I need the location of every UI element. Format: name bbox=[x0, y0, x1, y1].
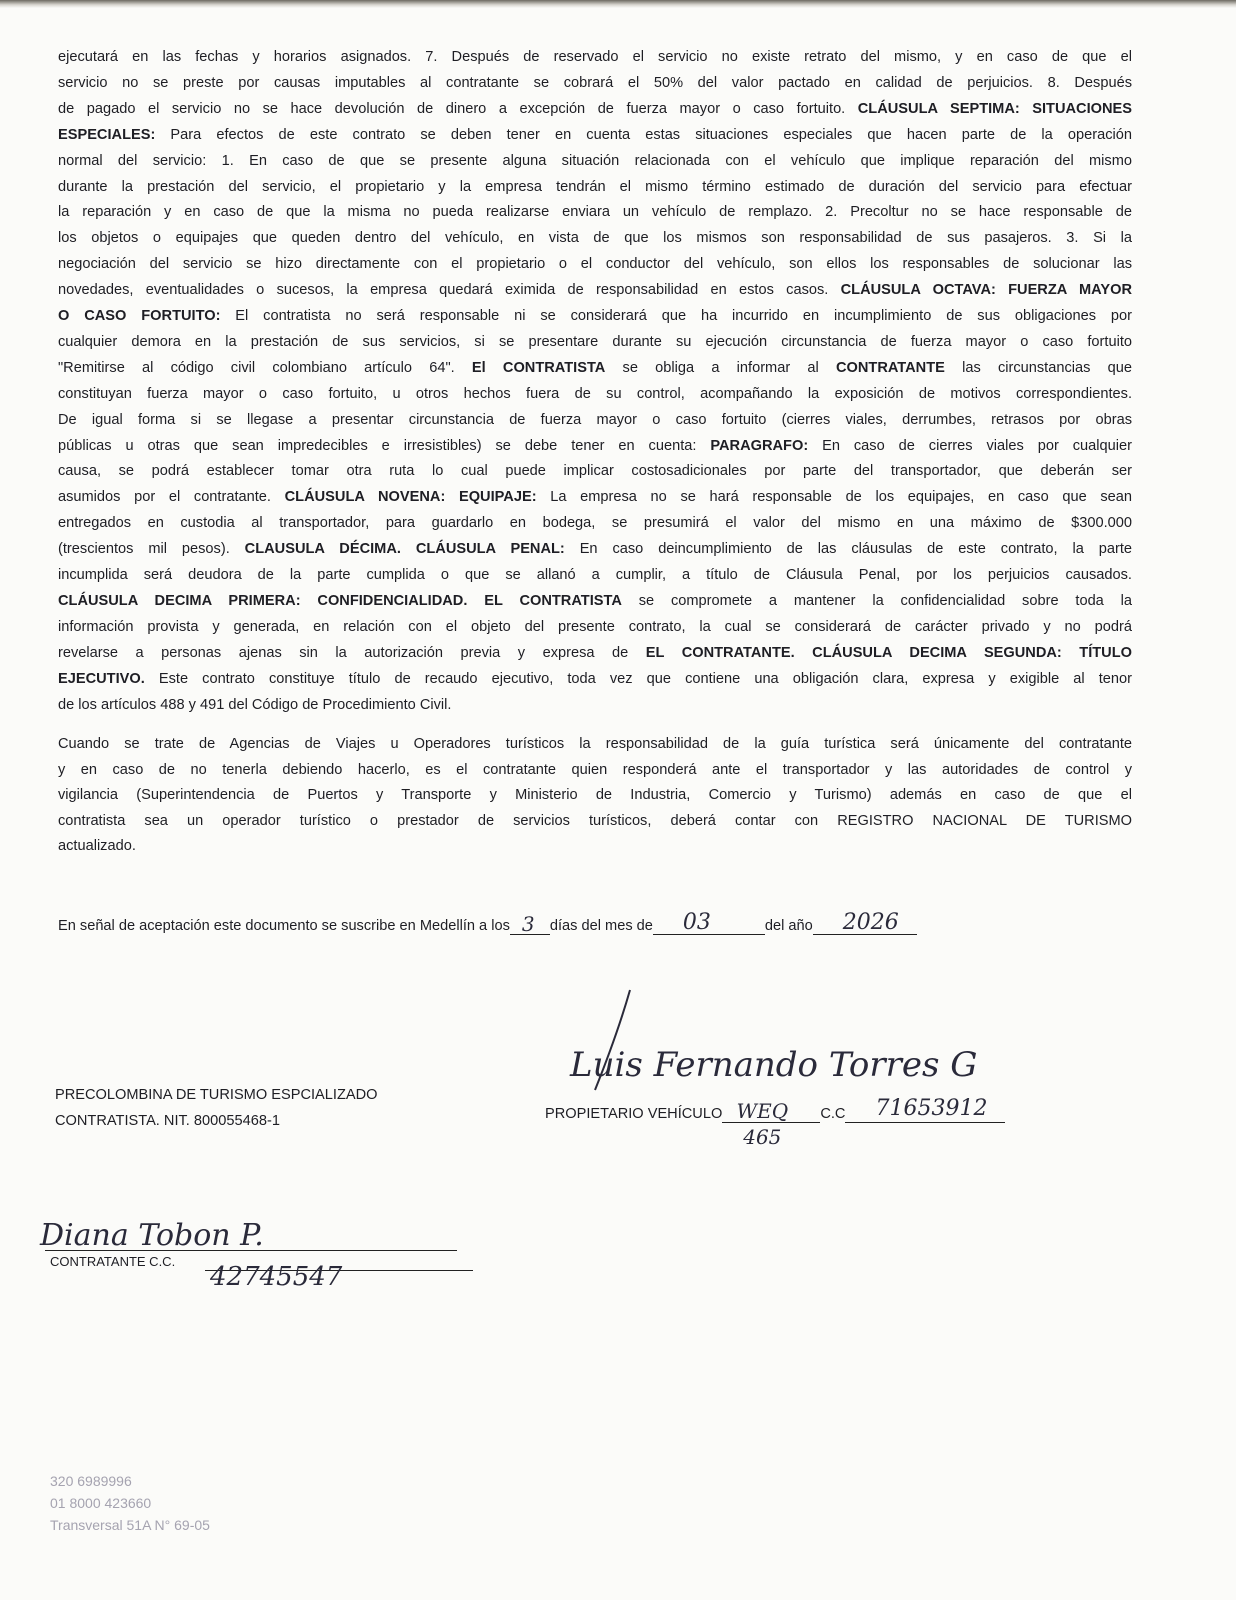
text-line bbox=[58, 644, 1132, 662]
text-line bbox=[58, 761, 1132, 779]
clause-heading: CLÁUSULA OCTAVA: FUERZA MAYOR bbox=[840, 282, 1133, 299]
clause-text: públicas u otras que sean impredecibles e irresistibles) se debe tener en cuenta: bbox=[58, 437, 711, 454]
text-line bbox=[58, 540, 1132, 558]
contratante-cc: 42745547 bbox=[210, 1262, 343, 1292]
propietario-block bbox=[545, 1096, 1005, 1149]
clause-text: Este contrato constituye título de recaudo ejecutivo, toda vez que contiene una obligación clara, expresa y exigible al tenor bbox=[144, 670, 1132, 687]
month-label: días del mes de bbox=[549, 918, 653, 934]
cc-label: C.C bbox=[820, 1106, 846, 1122]
text-line bbox=[58, 281, 1132, 299]
signature-flourish bbox=[590, 985, 650, 1095]
clause-heading: CONTRATANTE bbox=[835, 359, 945, 376]
clause-text: normal del servicio: 1. En caso de que se presente alguna situación relacionada con el vehículo que implique reparación del mismo bbox=[58, 152, 1132, 169]
clause-text: cualquier demora en la prestación de sus servicios, si se presentare durante su ejecución circunstancia de fuerza mayor o caso fortuito bbox=[58, 333, 1132, 350]
footer-phone: 320 6989996 bbox=[50, 1473, 132, 1489]
text-line bbox=[58, 437, 1132, 455]
text-line bbox=[58, 333, 1132, 351]
text-line bbox=[58, 837, 1132, 855]
clause-text: revelarse a personas ajenas sin la autorización previa y expresa de bbox=[58, 644, 646, 661]
clause-text: y en caso de no tenerla debiendo hacerlo, es el contratante quien responderá ante el transportador y las autoridades de control y bbox=[58, 761, 1132, 778]
clause-text: de pagado el servicio no se hace devolución de dinero a excepción de fuerza mayor o caso fortuito. bbox=[58, 100, 858, 117]
text-line bbox=[58, 48, 1132, 66]
clause-heading: EJECUTIVO. bbox=[58, 670, 145, 687]
clause-text: La empresa no se hará responsable de los equipajes, en caso que sean bbox=[536, 489, 1133, 506]
clause-heading: PARAGRAFO: bbox=[710, 437, 809, 454]
day-value: 3 bbox=[521, 912, 535, 936]
text-line bbox=[58, 462, 1132, 480]
clause-text: En caso deincumplimiento de las cláusulas de este contrato, la parte bbox=[564, 541, 1132, 558]
clause-text: incumplida será deudora de la parte cumplida o que se allanó a cumplir, a título de Cláusula Penal, por los perjuicios causados. bbox=[58, 567, 1132, 583]
clause-text: las circunstancias que bbox=[944, 359, 1132, 376]
text-line bbox=[58, 735, 1132, 753]
clause-text: vigilancia (Superintendencia de Puertos y Transporte y Ministerio de Industria, Comercio y Turismo) además en caso de que el bbox=[58, 787, 1132, 803]
clause-heading: CLAUSULA DÉCIMA. CLÁUSULA PENAL: bbox=[244, 541, 565, 558]
year-label: del año bbox=[764, 918, 813, 934]
clause-heading: CLÁUSULA NOVENA: EQUIPAJE: bbox=[284, 489, 537, 506]
clause-text: novedades, eventualidades o sucesos, la empresa quedará eximida de responsabilidad en estos casos. bbox=[58, 282, 841, 299]
footer-address: Transversal 51A N° 69-05 bbox=[50, 1517, 210, 1533]
clause-text: De igual forma si se llegase a presentar circunstancia de fuerza mayor o caso fortuito (cierres viales, derrumbes, retrasos por obras bbox=[58, 411, 1132, 428]
clause-text: causa, se podrá establecer tomar otra ruta lo cual puede implicar costosadicionales por parte del transportador, que deberán ser bbox=[58, 463, 1132, 480]
text-line bbox=[58, 100, 1132, 118]
clause-text: entregados en custodia al transportador, para guardarlo en bodega, se presumirá el valor del mismo en una máximo de $300.000 bbox=[58, 515, 1132, 532]
contratante-block bbox=[50, 1254, 175, 1269]
acceptance-line bbox=[58, 910, 917, 936]
text-line bbox=[58, 488, 1132, 506]
text-line bbox=[58, 592, 1132, 610]
text-line bbox=[58, 178, 1132, 196]
clause-text: la reparación y en caso de que la misma no pueda realizarse enviara un vehículo de remplazo. 2. Precoltur no se hace responsable de bbox=[58, 204, 1132, 221]
clause-heading: EL CONTRATANTE. CLÁUSULA DECIMA SEGUNDA: TÍTULO bbox=[645, 644, 1132, 661]
text-line bbox=[58, 411, 1132, 429]
contratante-label: CONTRATANTE C.C. bbox=[50, 1254, 176, 1269]
contratista-name: PRECOLOMBINA DE TURISMO ESPCIALIZADO bbox=[55, 1087, 378, 1103]
text-line bbox=[58, 618, 1132, 636]
clause-heading: CLÁUSULA DECIMA PRIMERA: CONFIDENCIALIDAD. EL CONTRATISTA bbox=[58, 592, 622, 609]
text-line bbox=[58, 696, 1132, 714]
contratista-block bbox=[55, 1082, 377, 1134]
clause-heading: ESPECIALES: bbox=[58, 126, 156, 143]
text-line bbox=[58, 307, 1132, 325]
text-line bbox=[58, 229, 1132, 247]
footer-toll-free: 01 8000 423660 bbox=[50, 1495, 152, 1511]
clause-text: negociación del servicio se hizo directamente con el propietario o el conductor del vehículo, son ellos los responsables de solucionar las bbox=[58, 256, 1132, 273]
text-line bbox=[58, 670, 1132, 688]
clause-text: En caso de cierres viales por cualquier bbox=[808, 437, 1132, 454]
clause-text: constituyan fuerza mayor o caso fortuito, u otros hechos fuera de su control, acompañando la exposición de motivos correspondientes. bbox=[58, 385, 1132, 402]
text-line bbox=[58, 359, 1132, 377]
clause-text: actualizado. bbox=[58, 838, 136, 854]
day-field bbox=[510, 912, 550, 936]
text-line bbox=[58, 812, 1132, 830]
clause-text: de los artículos 488 y 491 del Código de Procedimiento Civil. bbox=[58, 696, 452, 713]
contratista-nit: CONTRATISTA. NIT. 800055468-1 bbox=[55, 1113, 280, 1129]
clause-text: se obliga a informar al bbox=[605, 359, 836, 376]
text-line bbox=[58, 385, 1132, 403]
scan-edge bbox=[0, 0, 1236, 8]
clause-text: "Remitirse al código civil colombiano artículo 64". bbox=[58, 359, 472, 376]
acceptance-text: En señal de aceptación este documento se suscribe en Medellín a los bbox=[58, 918, 510, 934]
propietario-label: PROPIETARIO VEHÍCULO bbox=[545, 1106, 723, 1122]
text-line bbox=[58, 126, 1132, 144]
text-line bbox=[58, 74, 1132, 92]
clause-text: asumidos por el contratante. bbox=[58, 489, 285, 506]
clause-text: El contratista no será responsable ni se considerará que ha incurrido en incumplimiento de sus obligaciones por bbox=[220, 308, 1132, 324]
clause-text: Para efectos de este contrato se deben tener en cuenta estas situaciones especiales que hacen parte de la operación bbox=[155, 126, 1132, 143]
clause-heading: O CASO FORTUITO: bbox=[58, 308, 221, 324]
year-value: 2026 bbox=[842, 910, 899, 935]
clause-text: información provista y generada, en relación con el objeto del presente contrato, la cual se considerará de carácter privado y no podrá bbox=[58, 618, 1132, 635]
clause-text: se compromete a mantener la confidencialidad sobre toda la bbox=[621, 592, 1132, 609]
clause-text: los objetos o equipajes que queden dentro del vehículo, en vista de que los mismos son responsabilidad de sus pasajeros. 3. Si la bbox=[58, 230, 1132, 247]
text-line bbox=[58, 786, 1132, 804]
clause-heading: CLÁUSULA SEPTIMA: SITUACIONES bbox=[857, 100, 1132, 117]
propietario-signature: Luis Fernando Torres G bbox=[570, 1045, 978, 1085]
clause-text: ejecutará en las fechas y horarios asignados. 7. Después de reservado el servicio no existe retrato del mismo, y en caso de que el bbox=[58, 49, 1132, 65]
year-field bbox=[813, 910, 917, 935]
propietario-cc: 71653912 bbox=[875, 1096, 988, 1121]
contratante-signature: Diana Tobon P. bbox=[40, 1218, 264, 1253]
clause-text: durante la prestación del servicio, el propietario y la empresa tendrán el mismo término estimado de duración del servicio para efectuar bbox=[58, 178, 1132, 195]
signature-line bbox=[45, 1250, 457, 1251]
clause-text: (trescientos mil pesos). bbox=[58, 541, 245, 558]
clause-text: Cuando se trate de Agencias de Viajes u Operadores turísticos la responsabilidad de la guía turística será únicamente del contratante bbox=[58, 736, 1132, 752]
footer-contact bbox=[50, 1470, 210, 1536]
clause-text: servicio no se preste por causas imputables al contratante se cobrará el 50% del valor pactado en calidad de perjuicios. 8. Después bbox=[58, 74, 1132, 91]
clause-heading: El CONTRATISTA bbox=[471, 359, 606, 376]
month-value: 03 bbox=[682, 910, 711, 935]
clause-text: contratista sea un operador turístico o prestador de servicios turísticos, deberá contar con REGISTRO NACIONAL DE TURISMO bbox=[58, 812, 1132, 829]
text-line bbox=[58, 203, 1132, 221]
month-field bbox=[653, 910, 765, 935]
text-line bbox=[58, 152, 1132, 170]
vehicle-plate: WEQ 465 bbox=[736, 1099, 789, 1149]
text-line bbox=[58, 255, 1132, 273]
text-line bbox=[58, 566, 1132, 584]
text-line bbox=[58, 514, 1132, 532]
